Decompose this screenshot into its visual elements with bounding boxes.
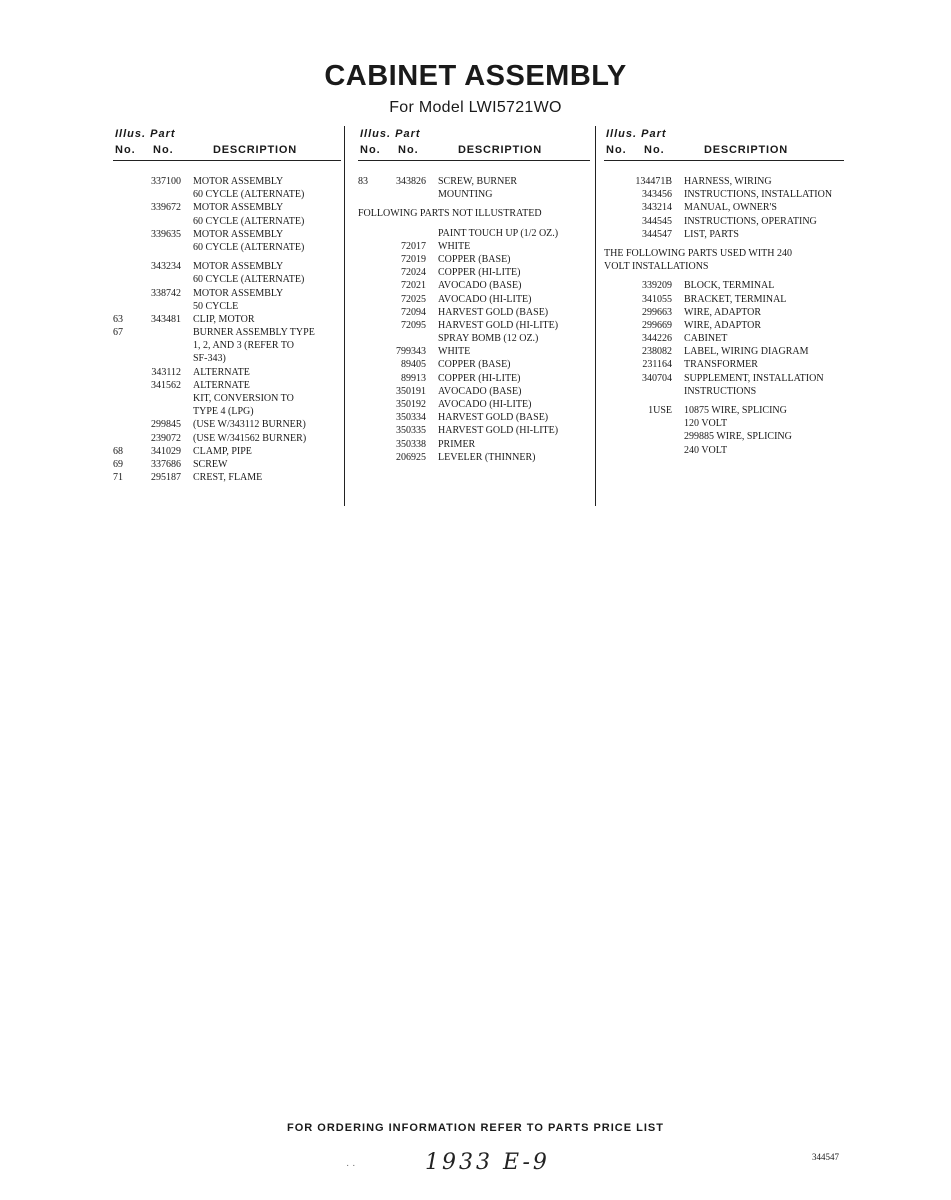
part-row [604, 417, 844, 430]
column-header [358, 128, 590, 161]
part-number: 343826 [396, 176, 426, 187]
part-row [604, 279, 844, 292]
part-description: HARVEST GOLD (BASE) [438, 412, 549, 424]
part-row [358, 438, 590, 451]
part-description: BURNER ASSEMBLY TYPE [193, 327, 315, 339]
header-part-no: No. [398, 144, 419, 156]
part-description: MOTOR ASSEMBLY [193, 228, 284, 240]
part-row [358, 188, 590, 201]
header-description: DESCRIPTION [704, 144, 788, 156]
part-row [604, 175, 844, 188]
header-illus-part: Illus. Part [360, 128, 421, 140]
part-description: AVOCADO (BASE) [438, 385, 522, 397]
column-divider [595, 126, 596, 506]
part-number: 343112 [151, 366, 181, 378]
part-description: MOTOR ASSEMBLY [193, 202, 284, 214]
part-row [358, 240, 590, 253]
part-description: PAINT TOUCH UP (1/2 OZ.) [438, 227, 559, 239]
part-description: ALTERNATE [193, 366, 250, 378]
part-number: 231164 [642, 359, 672, 371]
column-divider [344, 126, 345, 506]
part-description: INSTRUCTIONS [684, 385, 757, 397]
part-row [358, 266, 590, 279]
part-row [358, 345, 590, 358]
part-description: 50 CYCLE [193, 300, 239, 312]
part-description: HARVEST GOLD (BASE) [438, 306, 549, 318]
part-description: 60 CYCLE (ALTERNATE) [193, 189, 305, 201]
part-row [604, 319, 844, 332]
page-title: CABINET ASSEMBLY [324, 60, 627, 92]
part-description: WHITE [438, 346, 471, 358]
part-number: 799343 [396, 346, 426, 358]
parts-column-3 [604, 128, 844, 457]
part-row [358, 372, 590, 385]
part-description: 60 CYCLE (ALTERNATE) [193, 274, 305, 286]
part-description: 10875 WIRE, SPLICING [684, 405, 787, 416]
part-number: 344226 [642, 333, 672, 345]
part-description: SF-343) [193, 353, 226, 365]
part-description: 240 VOLT [684, 444, 728, 456]
part-description: WHITE [438, 240, 471, 252]
part-row [604, 201, 844, 214]
part-description: 299885 WIRE, SPLICING [684, 431, 792, 443]
part-description: BLOCK, TERMINAL [684, 280, 775, 292]
part-row [113, 339, 341, 352]
part-description: 60 CYCLE (ALTERNATE) [193, 215, 305, 227]
part-row [113, 287, 341, 300]
part-number: 343214 [642, 202, 672, 214]
part-description: SCREW, BURNER [438, 176, 518, 187]
part-number: 295187 [151, 472, 181, 484]
part-description: 120 VOLT [684, 418, 728, 430]
part-row [358, 358, 590, 371]
part-number: 341055 [642, 293, 672, 305]
part-row [113, 201, 341, 214]
header-description: DESCRIPTION [458, 144, 542, 156]
part-number: 337100 [151, 176, 181, 187]
part-description: HARVEST GOLD (HI-LITE) [438, 425, 559, 437]
section-note-text: FOLLOWING PARTS NOT ILLUSTRATED [358, 208, 542, 220]
section-note [358, 207, 590, 220]
part-number: 339672 [151, 202, 181, 214]
part-description: COPPER (HI-LITE) [438, 372, 521, 384]
part-description: PRIMER [438, 438, 476, 450]
part-number: 299669 [642, 319, 672, 331]
part-row [604, 188, 844, 201]
part-row [113, 432, 341, 445]
header-part-no: No. [153, 144, 174, 156]
part-row [113, 241, 341, 254]
section-note [604, 247, 844, 260]
part-number: 344547 [642, 228, 672, 240]
part-row [604, 345, 844, 358]
part-row [604, 372, 844, 385]
part-row [358, 279, 590, 292]
part-description: AVOCADO (HI-LITE) [438, 399, 532, 410]
part-row [113, 379, 341, 392]
parts-list [113, 175, 341, 484]
header-illus-part: Illus. Part [606, 128, 667, 140]
part-row [113, 215, 341, 228]
ordering-footer: FOR ORDERING INFORMATION REFER TO PARTS PRICE LIST [287, 1122, 664, 1134]
part-number: 341562 [151, 379, 181, 391]
part-number: 350335 [396, 425, 426, 437]
illus-number: 63 [113, 313, 123, 325]
illus-number: 68 [113, 445, 123, 457]
parts-list [604, 175, 844, 457]
part-row [358, 175, 590, 188]
part-description: TYPE 4 (LPG) [193, 406, 254, 418]
part-row [358, 253, 590, 266]
part-number: 89913 [401, 372, 426, 384]
part-description: AVOCADO (BASE) [438, 280, 522, 292]
part-description: WIRE, ADAPTOR [684, 306, 762, 318]
part-number: 343456 [642, 189, 672, 201]
part-number: 206925 [396, 451, 426, 463]
part-number: 239072 [151, 432, 181, 444]
scan-speck: · · [346, 1160, 356, 1171]
column-header [604, 128, 844, 161]
part-number: 299845 [151, 419, 181, 431]
part-row [604, 293, 844, 306]
part-description: COPPER (BASE) [438, 359, 511, 371]
part-description: ALTERNATE [193, 379, 250, 391]
part-number: 72017 [401, 240, 426, 252]
illus-number: 71 [113, 472, 123, 484]
part-row [113, 352, 341, 365]
section-note [604, 260, 844, 273]
part-description: MANUAL, OWNER'S [684, 202, 777, 214]
part-description: CREST, FLAME [193, 472, 263, 484]
part-row [358, 306, 590, 319]
part-number: 337686 [151, 458, 181, 470]
part-description: LEVELER (THINNER) [438, 451, 536, 463]
part-description: SPRAY BOMB (12 OZ.) [438, 333, 539, 345]
part-description: BRACKET, TERMINAL [684, 293, 787, 305]
part-number: 350192 [396, 399, 426, 410]
part-row [113, 326, 341, 339]
part-row [358, 411, 590, 424]
part-row [604, 306, 844, 319]
illus-number: 83 [358, 176, 368, 187]
part-row [113, 418, 341, 431]
part-number: 134471B [635, 176, 672, 187]
header-illus-no: No. [115, 144, 136, 156]
part-number: 341029 [151, 445, 181, 457]
part-row [113, 175, 341, 188]
part-row [604, 430, 844, 443]
part-description: CLAMP, PIPE [193, 445, 252, 457]
part-description: CABINET [684, 333, 728, 345]
part-number: 350334 [396, 412, 426, 424]
page-subtitle: For Model LWI5721WO [389, 99, 562, 116]
parts-column-2 [358, 128, 590, 464]
part-number: 1USE [648, 405, 672, 416]
part-row [113, 366, 341, 379]
part-description: WIRE, ADAPTOR [684, 319, 762, 331]
part-description: LABEL, WIRING DIAGRAM [684, 346, 809, 358]
part-description: SUPPLEMENT, INSTALLATION [684, 372, 824, 384]
part-description: CLIP, MOTOR [193, 313, 255, 325]
part-row [604, 444, 844, 457]
illus-number: 69 [113, 458, 123, 470]
part-number: 299663 [642, 306, 672, 318]
part-description: MOUNTING [438, 189, 493, 201]
header-part-no: No. [644, 144, 665, 156]
part-description: MOTOR ASSEMBLY [193, 261, 284, 273]
header-illus-no: No. [360, 144, 381, 156]
part-row [358, 332, 590, 345]
part-row [604, 215, 844, 228]
part-row [113, 260, 341, 273]
header-illus-no: No. [606, 144, 627, 156]
part-number: 72094 [401, 306, 426, 318]
part-description: COPPER (BASE) [438, 253, 511, 265]
part-number: 238082 [642, 346, 672, 358]
part-description: KIT, CONVERSION TO [193, 393, 294, 404]
part-row [113, 405, 341, 418]
part-row [604, 385, 844, 398]
part-number: 340704 [642, 372, 672, 384]
part-number: 343234 [151, 261, 181, 273]
part-description: COPPER (HI-LITE) [438, 267, 521, 279]
part-row [358, 451, 590, 464]
part-number: 350338 [396, 438, 426, 450]
parts-column-1 [113, 128, 341, 484]
part-number: 72019 [401, 253, 426, 265]
part-row [113, 273, 341, 286]
part-row [358, 319, 590, 332]
part-number: 72024 [401, 267, 426, 279]
header-description: DESCRIPTION [213, 144, 297, 156]
parts-list [358, 175, 590, 464]
part-description: LIST, PARTS [684, 228, 739, 240]
part-description: AVOCADO (HI-LITE) [438, 293, 532, 305]
part-description: TRANSFORMER [684, 359, 758, 371]
part-description: MOTOR ASSEMBLY [193, 176, 284, 187]
part-number: 339209 [642, 280, 672, 292]
part-description: HARVEST GOLD (HI-LITE) [438, 319, 559, 331]
part-row [604, 404, 844, 417]
part-description: (USE W/343112 BURNER) [193, 419, 306, 431]
part-row [113, 392, 341, 405]
part-number: 339635 [151, 228, 181, 240]
part-row [604, 228, 844, 241]
column-header [113, 128, 341, 161]
section-note-text: VOLT INSTALLATIONS [604, 261, 709, 273]
part-number: 344545 [642, 215, 672, 227]
part-number: 72095 [401, 319, 426, 331]
part-number: 72021 [401, 280, 426, 292]
part-description: MOTOR ASSEMBLY [193, 287, 284, 299]
part-row [358, 293, 590, 306]
part-row [604, 358, 844, 371]
part-row [113, 313, 341, 326]
part-row [113, 445, 341, 458]
part-description: INSTRUCTIONS, OPERATING [684, 215, 817, 227]
part-row [358, 424, 590, 437]
part-row [358, 385, 590, 398]
part-description: INSTRUCTIONS, INSTALLATION [684, 189, 833, 201]
part-row [358, 227, 590, 240]
handwritten-note: 1933 E-9 [425, 1150, 550, 1175]
part-row [358, 398, 590, 411]
part-row [604, 332, 844, 345]
part-description: SCREW [193, 458, 228, 470]
part-row [113, 471, 341, 484]
part-number: 89405 [401, 359, 426, 371]
section-note-text: THE FOLLOWING PARTS USED WITH 240 [604, 247, 793, 259]
part-description: 1, 2, AND 3 (REFER TO [193, 340, 295, 352]
part-description: HARNESS, WIRING [684, 176, 772, 187]
part-description: (USE W/341562 BURNER) [193, 432, 307, 444]
document-number: 344547 [812, 1152, 839, 1162]
part-number: 350191 [396, 385, 426, 397]
part-description: 60 CYCLE (ALTERNATE) [193, 241, 305, 253]
part-number: 343481 [151, 313, 181, 325]
header-illus-part: Illus. Part [115, 128, 176, 140]
part-row [113, 300, 341, 313]
part-row [113, 188, 341, 201]
illus-number: 67 [113, 327, 123, 339]
part-number: 338742 [151, 287, 181, 299]
part-number: 72025 [401, 293, 426, 305]
part-row [113, 228, 341, 241]
part-row [113, 458, 341, 471]
